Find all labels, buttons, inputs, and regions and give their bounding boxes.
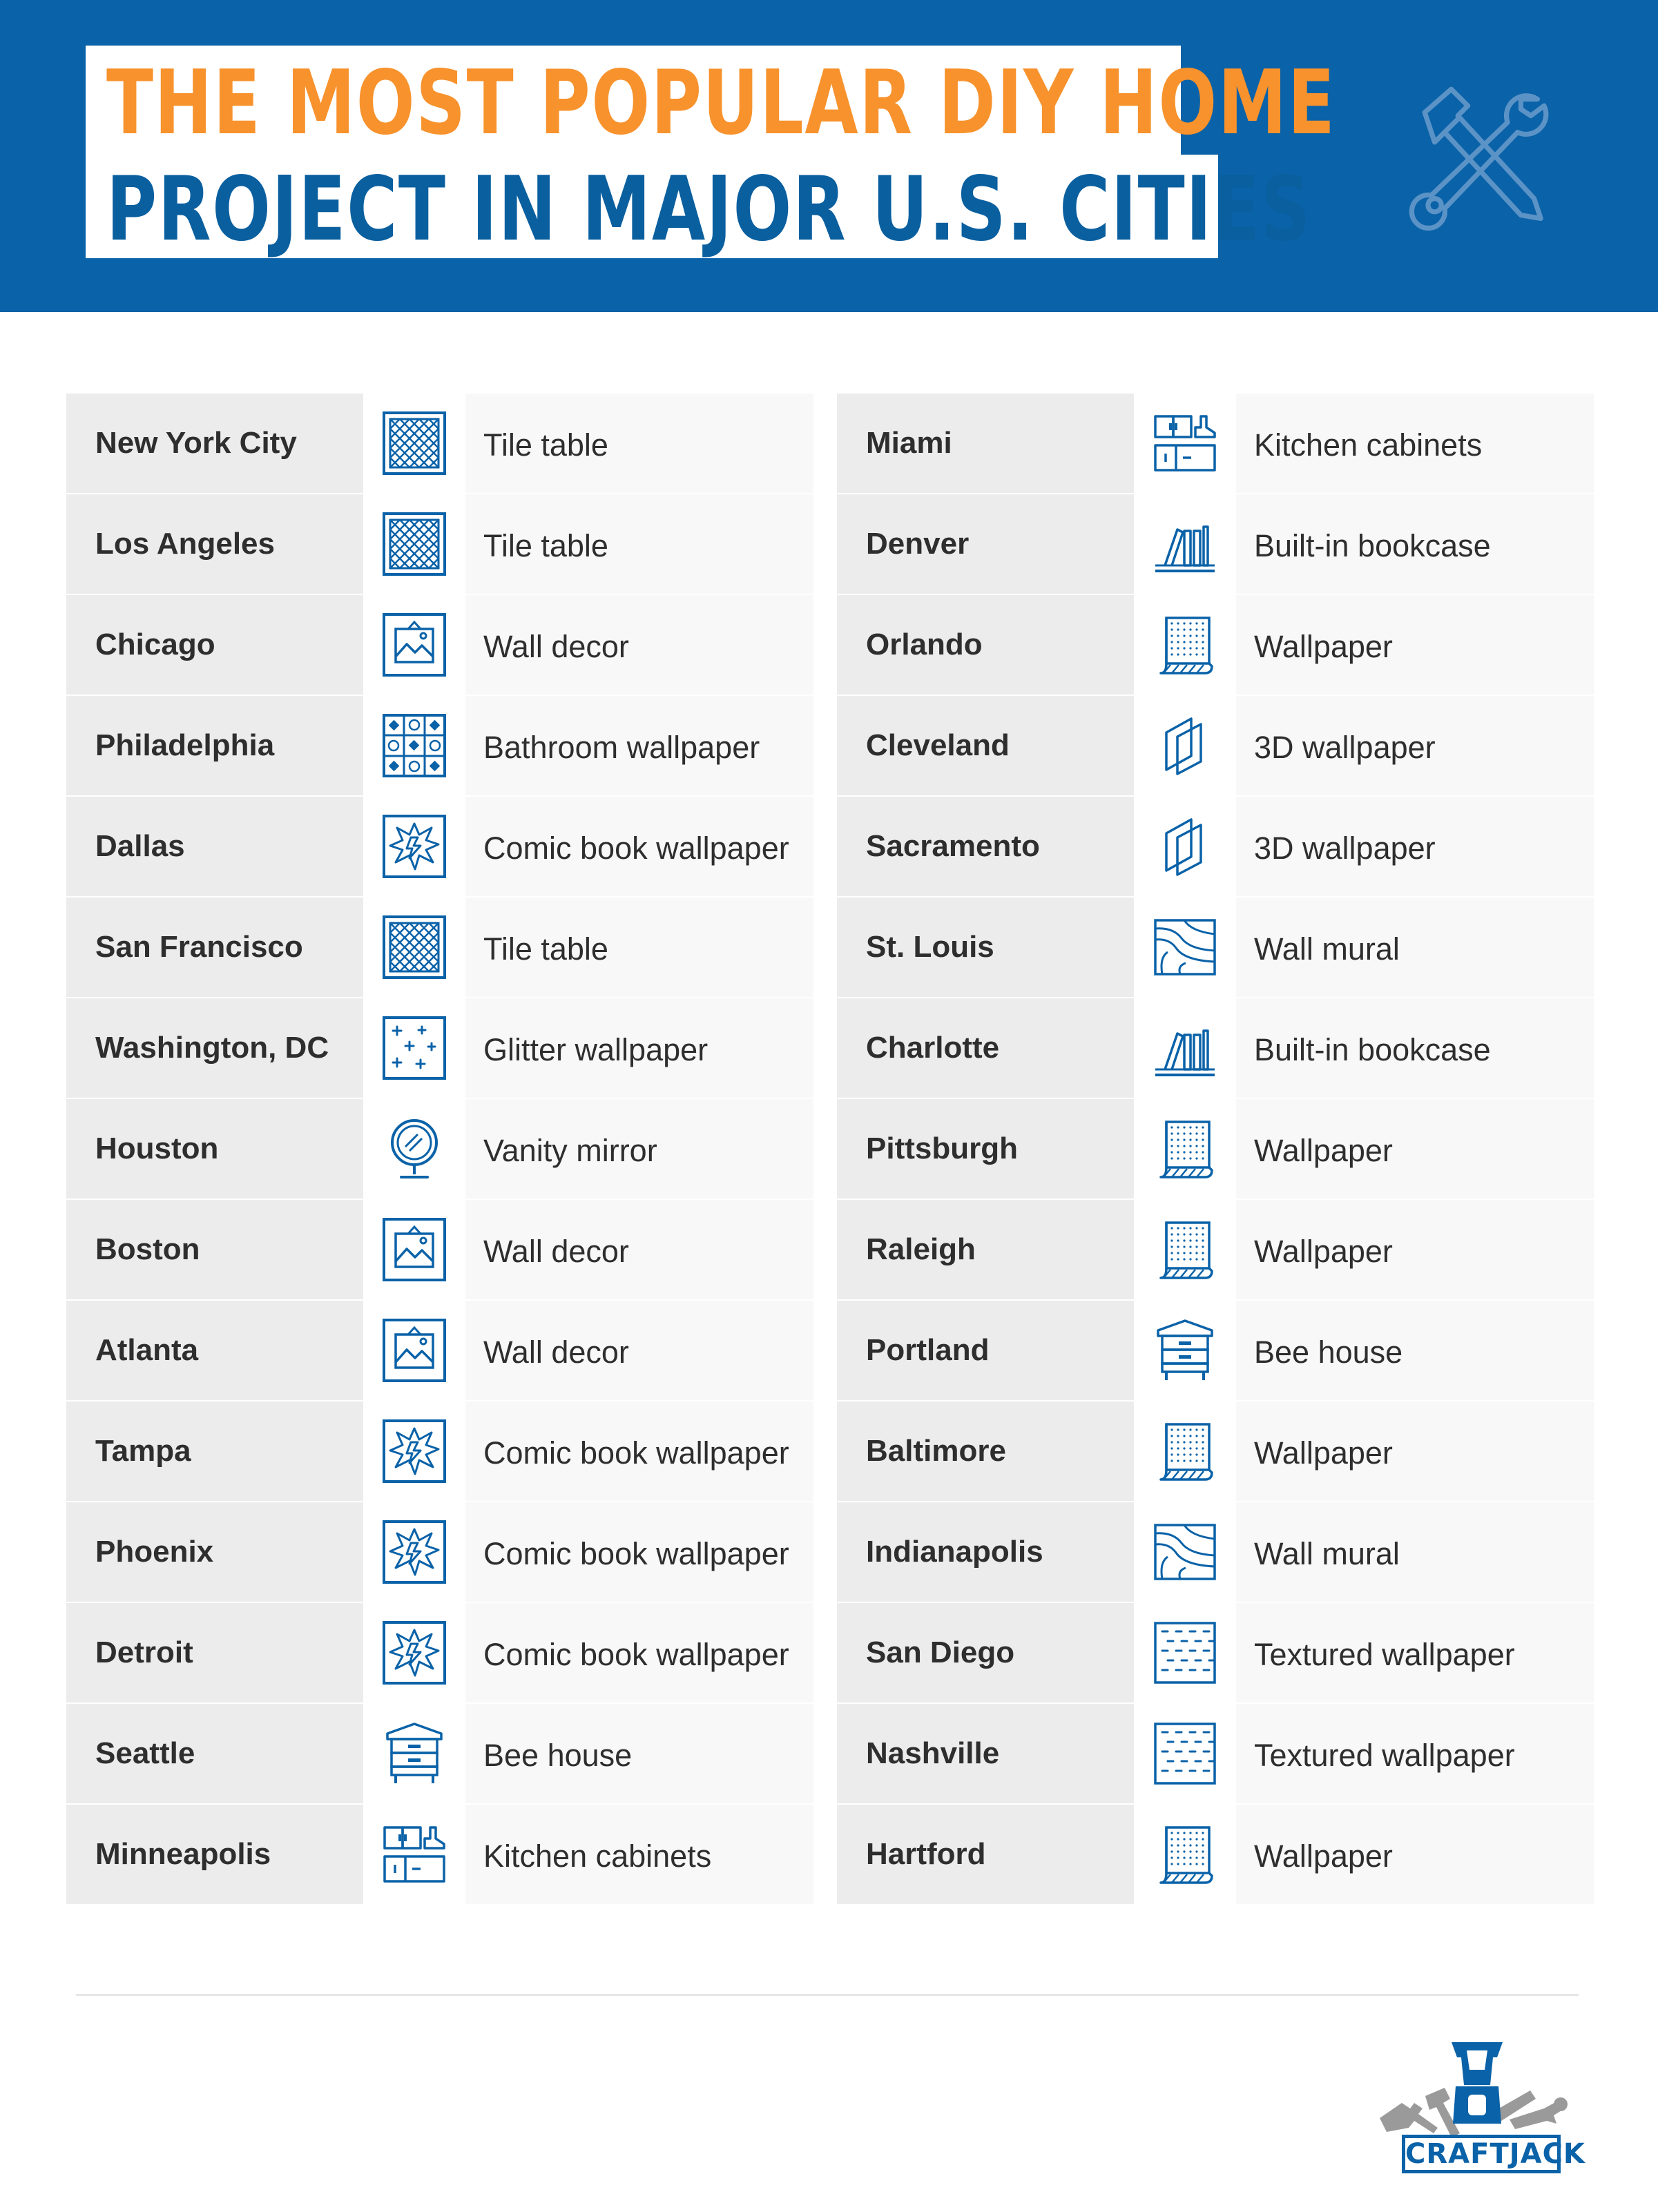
city-name: Minneapolis [95,1837,271,1871]
city-name: Atlanta [95,1333,199,1367]
project-name: Vanity mirror [483,1133,657,1168]
city-cell [837,494,1134,594]
project-name: Wallpaper [1254,1234,1393,1269]
bathroom-wallpaper-icon [382,713,447,778]
icon-cell [363,797,465,896]
city-cell [66,394,363,493]
icon-cell [363,394,465,493]
project-cell [1236,494,1594,594]
page-title-line2: PROJECT IN MAJOR U.S. CITIES [106,158,1312,261]
icon-cell [363,494,465,594]
project-name: Wallpaper [1254,1435,1393,1471]
city-cell [837,595,1134,695]
textured-wallpaper-icon [1153,1620,1217,1685]
project-cell [1236,998,1594,1098]
project-cell [465,1099,813,1199]
project-cell [465,494,813,594]
city-cell [837,1200,1134,1299]
page-title-line1: THE MOST POPULAR DIY HOME [106,52,1336,155]
wall-mural-icon [1153,915,1217,980]
city-name: Phoenix [95,1535,214,1569]
title-box-line1 [86,46,1336,155]
project-name: Wall decor [483,1335,629,1370]
wall-mural-icon [1153,1520,1217,1584]
city-name: Philadelphia [95,728,275,762]
city-name: Houston [95,1132,219,1165]
icon-cell [363,1301,465,1400]
city-name: Tampa [95,1434,191,1468]
comic-book-wallpaper-icon [382,1419,447,1484]
project-cell [1236,1401,1594,1501]
city-cell [837,1704,1134,1803]
city-cell [837,1805,1134,1904]
icon-cell [1134,797,1236,896]
icon-cell [363,1502,465,1602]
project-name: Tile table [483,931,608,967]
project-name: Bee house [483,1738,633,1773]
bee-house-icon [1153,1318,1217,1383]
project-name: Comic book wallpaper [483,831,789,866]
city-cell [66,797,363,896]
icon-cell [363,1704,465,1803]
project-cell [465,1805,813,1904]
city-cell [66,1502,363,1602]
project-name: 3D wallpaper [1254,730,1436,765]
title-box-line2 [86,155,1312,261]
icon-cell [1134,1200,1236,1299]
project-name: Tile table [483,427,608,463]
project-cell [1236,1603,1594,1702]
project-cell [465,696,813,795]
project-name: Comic book wallpaper [483,1637,789,1672]
city-name: Charlotte [866,1031,1000,1065]
icon-cell [363,898,465,997]
wallpaper-roll-icon [1153,1217,1217,1282]
project-cell [1236,898,1594,997]
project-cell [1236,797,1594,896]
project-cell [1236,394,1594,493]
city-name: Denver [866,527,970,561]
project-cell [1236,1200,1594,1299]
footer-divider [76,1994,1579,1996]
city-cell [66,898,363,997]
project-cell [1236,1805,1594,1904]
city-cell [66,494,363,594]
city-name: Chicago [95,628,215,661]
3d-wallpaper-icon [1153,814,1217,879]
icon-cell [1134,394,1236,493]
city-cell [66,1805,363,1904]
city-name: New York City [95,426,297,460]
project-name: Wall mural [1254,1536,1400,1571]
project-name: Kitchen cabinets [1254,427,1483,463]
project-cell [465,1200,813,1299]
project-cell [1236,1502,1594,1602]
project-name: Comic book wallpaper [483,1536,789,1571]
project-name: Textured wallpaper [1254,1738,1515,1773]
project-cell [465,595,813,695]
icon-cell [363,1200,465,1299]
icon-cell [1134,1099,1236,1199]
kitchen-cabinets-icon [382,1822,447,1887]
city-name: Seattle [95,1736,195,1770]
icon-cell [363,595,465,695]
project-cell [465,998,813,1098]
project-name: Tile table [483,528,608,563]
icon-cell [1134,1603,1236,1702]
icon-cell [1134,1704,1236,1803]
project-cell [465,1704,813,1803]
project-name: Bathroom wallpaper [483,730,760,765]
project-cell [465,1301,813,1400]
kitchen-cabinets-icon [1153,411,1217,476]
city-name: Miami [866,426,952,460]
project-cell [465,797,813,896]
city-name: Boston [95,1232,200,1266]
project-name: Wall decor [483,629,629,664]
city-name: Nashville [866,1736,1000,1770]
city-name: St. Louis [866,930,994,964]
city-cell [837,394,1134,493]
city-cell [837,998,1134,1098]
comic-book-wallpaper-icon [382,814,447,879]
3d-wallpaper-icon [1153,713,1217,778]
city-name: Portland [866,1333,990,1367]
project-cell [1236,1301,1594,1400]
project-cell [1236,1099,1594,1199]
icon-cell [363,1401,465,1501]
icon-cell [1134,595,1236,695]
comic-book-wallpaper-icon [382,1520,447,1584]
city-name: Pittsburgh [866,1132,1018,1165]
project-cell [1236,1704,1594,1803]
city-cell [66,696,363,795]
city-name: Baltimore [866,1434,1006,1468]
project-name: Comic book wallpaper [483,1435,789,1471]
city-cell [837,797,1134,896]
city-cell [837,1401,1134,1501]
city-name: Cleveland [866,728,1010,762]
glitter-wallpaper-icon [382,1016,447,1080]
city-cell [66,1704,363,1803]
project-name: Wall decor [483,1234,629,1269]
city-cell [837,898,1134,997]
city-name: San Francisco [95,930,303,964]
wallpaper-roll-icon [1153,1822,1217,1887]
craftjack-logo-text: CRAFTJACK [1402,2135,1561,2173]
city-name: Raleigh [866,1232,976,1266]
project-cell [1236,595,1594,695]
icon-cell [363,696,465,795]
project-name: Wall mural [1254,931,1400,967]
city-name: Hartford [866,1837,986,1871]
tile-table-icon [382,915,447,980]
city-name: Indianapolis [866,1535,1043,1569]
icon-cell [1134,696,1236,795]
project-name: Wallpaper [1254,629,1393,664]
vanity-mirror-icon [382,1116,447,1181]
wall-decor-icon [382,612,447,677]
project-cell [465,394,813,493]
project-cell [465,1502,813,1602]
project-name: Bee house [1254,1335,1403,1370]
icon-cell [1134,1805,1236,1904]
project-name: Built-in bookcase [1254,528,1491,563]
city-name: Orlando [866,628,983,661]
city-name: Washington, DC [95,1031,329,1065]
city-cell [66,1401,363,1501]
city-name: Dallas [95,829,185,863]
icon-cell [1134,1401,1236,1501]
icon-cell [1134,898,1236,997]
city-cell [66,595,363,695]
city-cell [837,1603,1134,1702]
project-name: Kitchen cabinets [483,1839,712,1874]
city-cell [66,1603,363,1702]
header-banner [0,0,1658,312]
hammer-wrench-icon [1395,76,1561,242]
wall-decor-icon [382,1217,447,1282]
bookcase-icon [1153,1016,1217,1080]
project-cell [465,1401,813,1501]
icon-cell [363,998,465,1098]
wallpaper-roll-icon [1153,1116,1217,1181]
icon-cell [363,1603,465,1702]
city-name: Sacramento [866,829,1040,863]
project-name: Built-in bookcase [1254,1032,1491,1067]
bookcase-icon [1153,512,1217,576]
city-cell [66,1200,363,1299]
icon-cell [363,1805,465,1904]
city-name: Los Angeles [95,527,275,561]
icon-cell [363,1099,465,1199]
project-name: Textured wallpaper [1254,1637,1515,1672]
icon-cell [1134,1502,1236,1602]
project-cell [1236,696,1594,795]
textured-wallpaper-icon [1153,1721,1217,1786]
city-name: Detroit [95,1636,193,1669]
project-name: Wallpaper [1254,1133,1393,1168]
city-cell [837,1099,1134,1199]
comic-book-wallpaper-icon [382,1620,447,1685]
city-cell [66,1301,363,1400]
icon-cell [1134,494,1236,594]
icon-cell [1134,998,1236,1098]
city-cell [66,1099,363,1199]
city-cell [66,998,363,1098]
wall-decor-icon [382,1318,447,1383]
project-name: Glitter wallpaper [483,1032,708,1067]
icon-cell [1134,1301,1236,1400]
city-cell [837,1301,1134,1400]
wallpaper-roll-icon [1153,1419,1217,1484]
tile-table-icon [382,411,447,476]
city-cell [837,696,1134,795]
project-name: Wallpaper [1254,1839,1393,1874]
wallpaper-roll-icon [1153,612,1217,677]
project-cell [465,898,813,997]
city-cell [837,1502,1134,1602]
tile-table-icon [382,512,447,576]
city-name: San Diego [866,1636,1015,1669]
bee-house-icon [382,1721,447,1786]
project-name: 3D wallpaper [1254,831,1436,866]
project-cell [465,1603,813,1702]
